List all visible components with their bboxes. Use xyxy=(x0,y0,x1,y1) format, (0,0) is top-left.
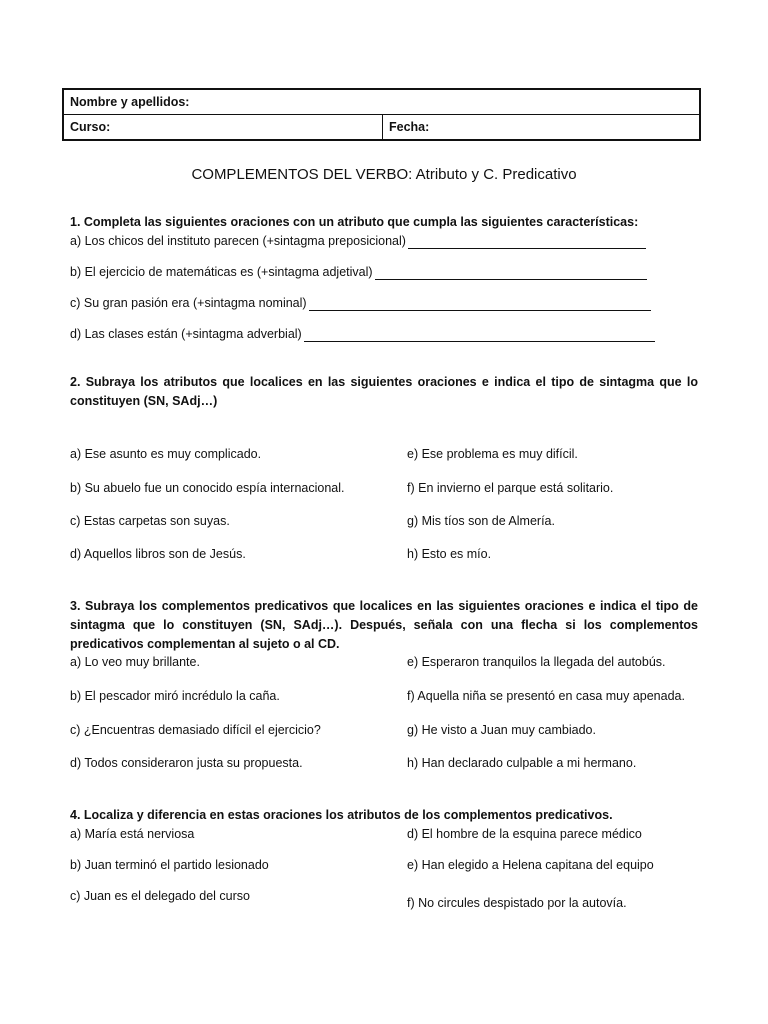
ex4-item-d: d) El hombre de la esquina parece médico xyxy=(407,827,642,841)
ex4-item-f: f) No circules despistado por la autovía. xyxy=(407,896,627,910)
ex2-item-d: d) Aquellos libros son de Jesús. xyxy=(70,547,246,561)
ex2-item-g: g) Mis tíos son de Almería. xyxy=(407,514,555,528)
name-label: Nombre y apellidos: xyxy=(70,95,190,109)
ex1-item-a-blank xyxy=(408,236,646,249)
ex1-item-b-blank xyxy=(375,267,647,280)
ex2-item-e: e) Ese problema es muy difícil. xyxy=(407,447,578,461)
ex3-item-g: g) He visto a Juan muy cambiado. xyxy=(407,723,596,737)
worksheet-title: COMPLEMENTOS DEL VERBO: Atributo y C. Predicativo xyxy=(191,166,577,183)
course-date-row xyxy=(64,114,699,139)
ex2-instruction: 2. Subraya los atributos que localices en las siguientes oraciones e indica el tipo de sintagma que lo constituyen (SN, SAdj…) xyxy=(70,375,698,408)
ex3-item-d: d) Todos consideraron justa su propuesta. xyxy=(70,756,303,770)
ex2-item-a: a) Ese asunto es muy complicado. xyxy=(70,447,262,461)
ex3-item-a: a) Lo veo muy brillante. xyxy=(70,655,200,669)
ex3-item-f: f) Aquella niña se presentó en casa muy apenada. xyxy=(407,689,685,703)
ex1-item-b-text: b) El ejercicio de matemáticas es (+sintagma adjetival) xyxy=(70,265,373,279)
ex2-item-b: b) Su abuelo fue un conocido espía internacional. xyxy=(70,481,345,495)
ex3-item-e: e) Esperaron tranquilos la llegada del autobús. xyxy=(407,655,666,669)
ex2-item-h: h) Esto es mío. xyxy=(407,547,492,561)
ex3-item-b: b) El pescador miró incrédulo la caña. xyxy=(70,689,280,703)
ex1-instruction: 1. Completa las siguientes oraciones con un atributo que cumpla las siguientes características: xyxy=(70,215,639,229)
course-label: Curso: xyxy=(64,115,383,139)
ex3-item-h: h) Han declarado culpable a mi hermano. xyxy=(407,756,637,770)
ex1-item-c-text: c) Su gran pasión era (+sintagma nominal) xyxy=(70,296,307,310)
ex1-item-a xyxy=(70,233,646,249)
ex4-item-a: a) María está nerviosa xyxy=(70,827,195,841)
ex4-item-b: b) Juan terminó el partido lesionado xyxy=(70,858,269,872)
ex1-item-d-blank xyxy=(304,329,655,342)
name-row xyxy=(64,90,699,114)
ex1-item-b xyxy=(70,264,647,280)
ex1-item-d xyxy=(70,326,655,342)
ex3-instruction: 3. Subraya los complementos predicativos que localices en las siguientes oraciones e indica el tipo de sintagma que lo constituyen (SN, SAdj…). Después, señala con una flecha si los complementos predicativos complementan al sujeto o al CD. xyxy=(70,599,698,651)
ex4-instruction: 4. Localiza y diferencia en estas oraciones los atributos de los complementos predicativos. xyxy=(70,808,613,822)
ex1-item-d-text: d) Las clases están (+sintagma adverbial) xyxy=(70,327,302,341)
date-label: Fecha: xyxy=(389,120,430,134)
student-info-table xyxy=(62,88,701,141)
ex1-item-c xyxy=(70,295,651,311)
ex2-item-c: c) Estas carpetas son suyas. xyxy=(70,514,230,528)
ex2-item-f: f) En invierno el parque está solitario. xyxy=(407,481,614,495)
ex1-item-a-text: a) Los chicos del instituto parecen (+sintagma preposicional) xyxy=(70,234,406,248)
ex1-item-c-blank xyxy=(309,298,651,311)
ex4-item-c: c) Juan es el delegado del curso xyxy=(70,889,250,903)
ex3-item-c: c) ¿Encuentras demasiado difícil el ejercicio? xyxy=(70,723,321,737)
ex4-item-e: e) Han elegido a Helena capitana del equipo xyxy=(407,858,654,872)
